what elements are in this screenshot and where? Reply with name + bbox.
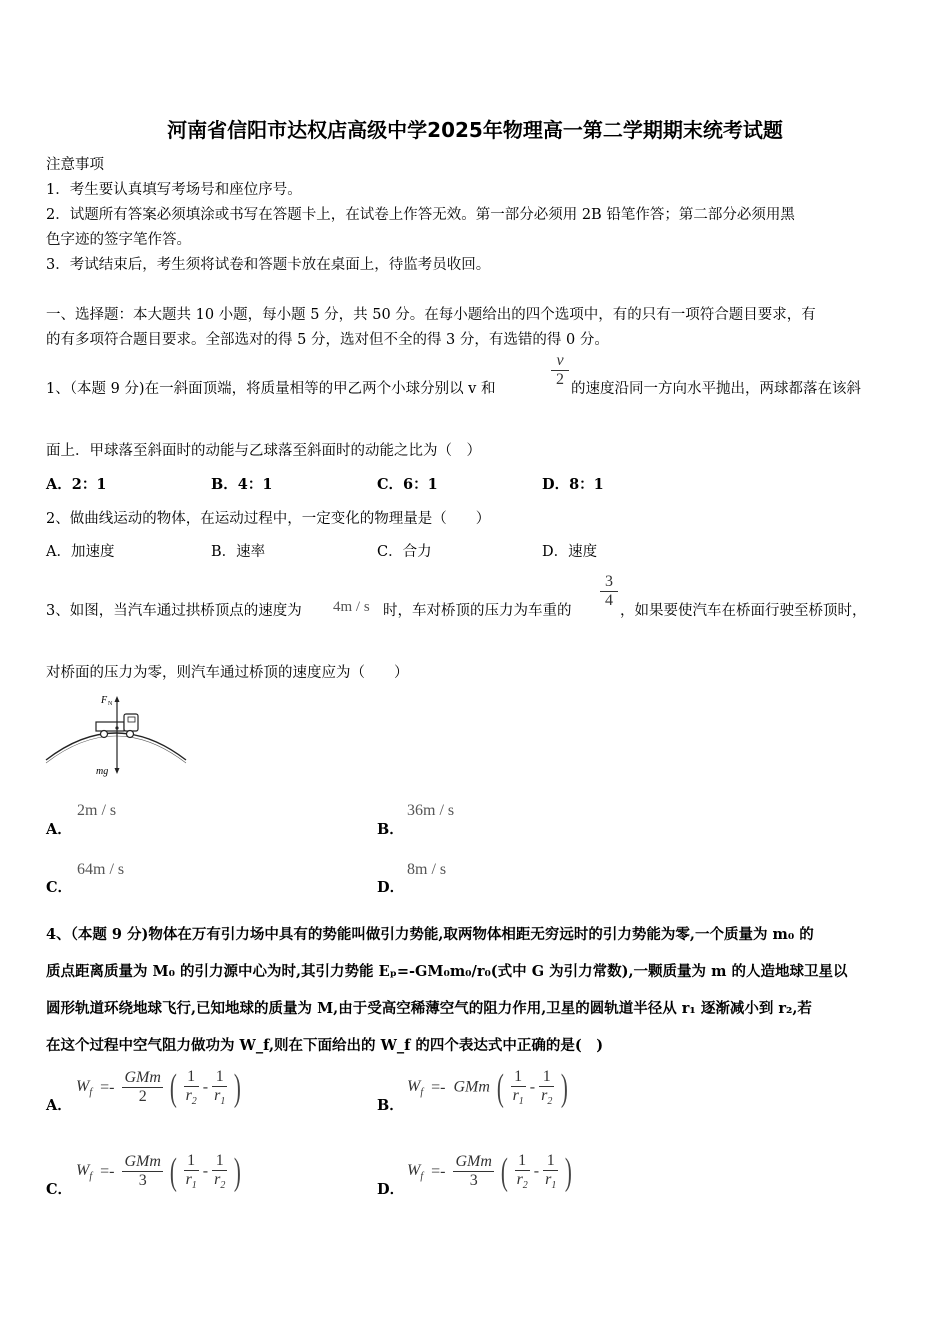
truck-wheel-front: [127, 731, 134, 738]
q4-c-rparen: ): [234, 1150, 242, 1193]
normal-force-arrowhead: [115, 696, 120, 702]
q4-d-lhs: W: [407, 1161, 421, 1179]
notice-item-2b: 色字迹的签字笔作答。: [46, 232, 191, 248]
fn-label-sub: N: [108, 701, 113, 707]
q4-a-rparen: ): [234, 1066, 242, 1109]
q2-option-c: C．合力: [377, 544, 432, 560]
q4-b-lhs-sub: f: [420, 1086, 424, 1098]
force-origin-dot: [115, 726, 118, 729]
bridge-arc-inner: [46, 736, 186, 763]
q4-b-a-num: 1: [514, 1068, 523, 1085]
q4-option-c-formula: [76, 1152, 244, 1191]
q4-d-rparen: ): [565, 1150, 573, 1193]
q3-option-d-label: D．: [377, 879, 405, 896]
q4-stem-line3: 圆形轨道环绕地球飞行,已知地球的质量为 M,由于受高空稀薄空气的阻力作用,卫星的圆轨道半径从 r₁ 逐渐减小到 r₂,若: [46, 1000, 812, 1017]
fn-label: F: [101, 695, 108, 706]
q4-c-minus: -: [202, 1162, 209, 1180]
q4-b-lparen: (: [496, 1066, 504, 1109]
q3-stem-line2: 对桥面的压力为零，则汽车通过桥顶的速度应为（ ）: [46, 665, 409, 681]
q4-b-rparen: ): [561, 1066, 569, 1109]
q4-b-minus: -: [529, 1078, 536, 1096]
q3-option-d-value: 8m / s: [407, 861, 447, 878]
q4-c-b-num: 1: [215, 1152, 224, 1169]
bridge-arc: [46, 733, 186, 760]
q1-fraction: [551, 352, 569, 389]
q4-c-a-den: r: [185, 1171, 192, 1188]
q4-d-b-num: 1: [546, 1152, 555, 1169]
q4-a-b-sub: 1: [220, 1096, 226, 1108]
q4-d-a-num: 1: [518, 1152, 527, 1169]
q1-option-d: D．8：1: [542, 476, 604, 493]
q4-option-b-label: B．: [377, 1097, 404, 1114]
gravity-arrowhead: [115, 768, 120, 774]
q4-b-eq: =-: [431, 1078, 446, 1096]
notice-item-3: 3．考试结束后，考生须将试卷和答题卡放在桌面上，待监考员收回。: [46, 257, 491, 273]
q1-option-b: B．4：1: [211, 476, 273, 493]
section-line-1: 一、选择题：本大题共 10 小题，每小题 5 分，共 50 分。在每小题给出的四个选项中，有的只有一项符合题目要求，有: [46, 307, 816, 323]
q4-b-a-sub: 1: [518, 1096, 524, 1108]
q1-stem-line2: 面上．甲球落至斜面时的动能与乙球落至斜面时的动能之比为（ ）: [46, 443, 481, 459]
q2-option-a: A．加速度: [46, 544, 115, 560]
q2-option-d: D．速度: [542, 544, 598, 560]
q3-stem-part2: 时，车对桥顶的压力为车重的: [383, 603, 572, 619]
q4-b-lhs: W: [407, 1077, 421, 1095]
q3-option-a-value: 2m / s: [77, 802, 117, 819]
q3-option-b-label: B．: [377, 821, 404, 838]
q3-option-c-label: C．: [46, 879, 73, 896]
notice-heading: 注意事项: [46, 157, 104, 173]
q4-a-den: 2: [122, 1087, 162, 1106]
q4-d-eq: =-: [431, 1162, 446, 1180]
truck-wheel-rear: [101, 731, 108, 738]
bridge-car-diagram: [44, 688, 189, 778]
section-line-2: 的有多项符合题目要求。全部选对的得 5 分，选对但不全的得 3 分，有选错的得 0 分。: [46, 332, 609, 348]
page-title: 河南省信阳市达权店高级中学2025年物理高一第二学期期末统考试题: [167, 118, 783, 142]
q1-option-a: A．2：1: [46, 476, 107, 493]
q4-c-b-den: r: [214, 1171, 221, 1188]
mg-label: mg: [96, 766, 109, 777]
q4-d-lhs-sub: f: [420, 1170, 424, 1182]
q4-option-a-formula: [76, 1068, 244, 1107]
q4-a-b-num: 1: [215, 1068, 224, 1085]
q4-c-a-num: 1: [187, 1152, 196, 1169]
q4-d-a-sub: 2: [522, 1180, 528, 1192]
q2-option-b: B．速率: [211, 544, 266, 560]
q4-a-eq: =-: [100, 1078, 115, 1096]
q3-speed: 4m / s: [333, 599, 370, 615]
q1-frac-num: v: [556, 352, 564, 369]
q4-stem-line4: 在这个过程中空气阻力做功为 W_f,则在下面给出的 W_f 的四个表达式中正确的是( ): [46, 1037, 604, 1054]
bridge-car-figure: [44, 688, 189, 778]
q4-c-num: GMm: [124, 1153, 161, 1171]
q4-c-eq: =-: [100, 1162, 115, 1180]
q4-a-lhs-sub: f: [89, 1086, 93, 1098]
notice-item-2a: 2．试题所有答案必须填涂或书写在答题卡上，在试卷上作答无效。第一部分必须用 2B 铅笔作答；第二部分必须用黑: [46, 207, 795, 223]
q4-c-lhs-sub: f: [89, 1170, 93, 1182]
q4-d-b-den: r: [545, 1171, 552, 1188]
q3-stem-part1: 3、如图，当汽车通过拱桥顶点的速度为: [46, 603, 302, 619]
q4-b-b-num: 1: [542, 1068, 551, 1085]
notice-item-1: 1．考生要认真填写考场号和座位序号。: [46, 182, 302, 198]
q4-b-b-den: r: [541, 1087, 548, 1104]
q4-option-b-formula: [407, 1068, 571, 1107]
q4-option-a-label: A．: [46, 1097, 72, 1114]
q3-fraction: [600, 573, 618, 610]
q3-option-c-value: 64m / s: [77, 861, 125, 878]
q4-option-c-label: C．: [46, 1181, 73, 1198]
q4-d-a-den: r: [516, 1171, 523, 1188]
q4-d-b-sub: 1: [551, 1180, 557, 1192]
q2-stem: 2、做曲线运动的物体，在运动过程中，一定变化的物理量是（ ）: [46, 511, 491, 527]
q4-a-a-sub: 2: [191, 1096, 197, 1108]
q4-b-a-den: r: [512, 1087, 519, 1104]
q4-b-coef: GMm: [453, 1078, 490, 1096]
q4-option-d-label: D．: [377, 1181, 405, 1198]
truck-bed: [96, 722, 124, 731]
q3-stem-part3: ，如果要使汽车在桥面行驶至桥顶时，: [620, 603, 867, 619]
q3-option-b-value: 36m / s: [407, 802, 455, 819]
q1-stem-part1: 1、（本题 9 分)在一斜面顶端，将质量相等的甲乙两个小球分别以 v 和: [46, 381, 496, 397]
q4-a-a-num: 1: [187, 1068, 196, 1085]
q4-a-a-den: r: [185, 1087, 192, 1104]
q4-stem-line2: 质点距离质量为 M₀ 的引力源中心为时,其引力势能 Eₚ=-GM₀m₀/r₀(式中 G 为引力常数),一颗质量为 m 的人造地球卫星以: [46, 963, 848, 980]
q4-option-d-formula: [407, 1152, 575, 1191]
q4-a-num: GMm: [124, 1069, 161, 1087]
q4-stem-line1: 4、（本题 9 分)物体在万有引力场中具有的势能叫做引力势能,取两物体相距无穷远时的引力势能为零,一个质量为 m₀ 的: [46, 926, 814, 943]
q4-d-num: GMm: [455, 1153, 492, 1171]
q3-frac-den: 4: [600, 591, 618, 610]
q4-b-b-sub: 2: [547, 1096, 553, 1108]
q4-a-lhs: W: [76, 1077, 90, 1095]
q4-c-lparen: (: [169, 1150, 177, 1193]
q4-d-den: 3: [453, 1171, 493, 1190]
q4-c-b-sub: 2: [220, 1180, 226, 1192]
q4-a-b-den: r: [214, 1087, 221, 1104]
q1-frac-den: 2: [551, 370, 569, 389]
q3-frac-num: 3: [605, 573, 613, 590]
q1-stem-part2: 的速度沿同一方向水平抛出，两球都落在该斜: [571, 381, 861, 397]
truck-cab: [124, 714, 138, 731]
q4-d-lparen: (: [500, 1150, 508, 1193]
q4-a-minus: -: [202, 1078, 209, 1096]
q4-c-lhs: W: [76, 1161, 90, 1179]
q4-d-minus: -: [533, 1162, 540, 1180]
q1-option-c: C．6：1: [377, 476, 438, 493]
q4-c-a-sub: 1: [191, 1180, 197, 1192]
q3-option-a-label: A．: [46, 821, 72, 838]
q4-c-den: 3: [122, 1171, 162, 1190]
q4-a-lparen: (: [169, 1066, 177, 1109]
